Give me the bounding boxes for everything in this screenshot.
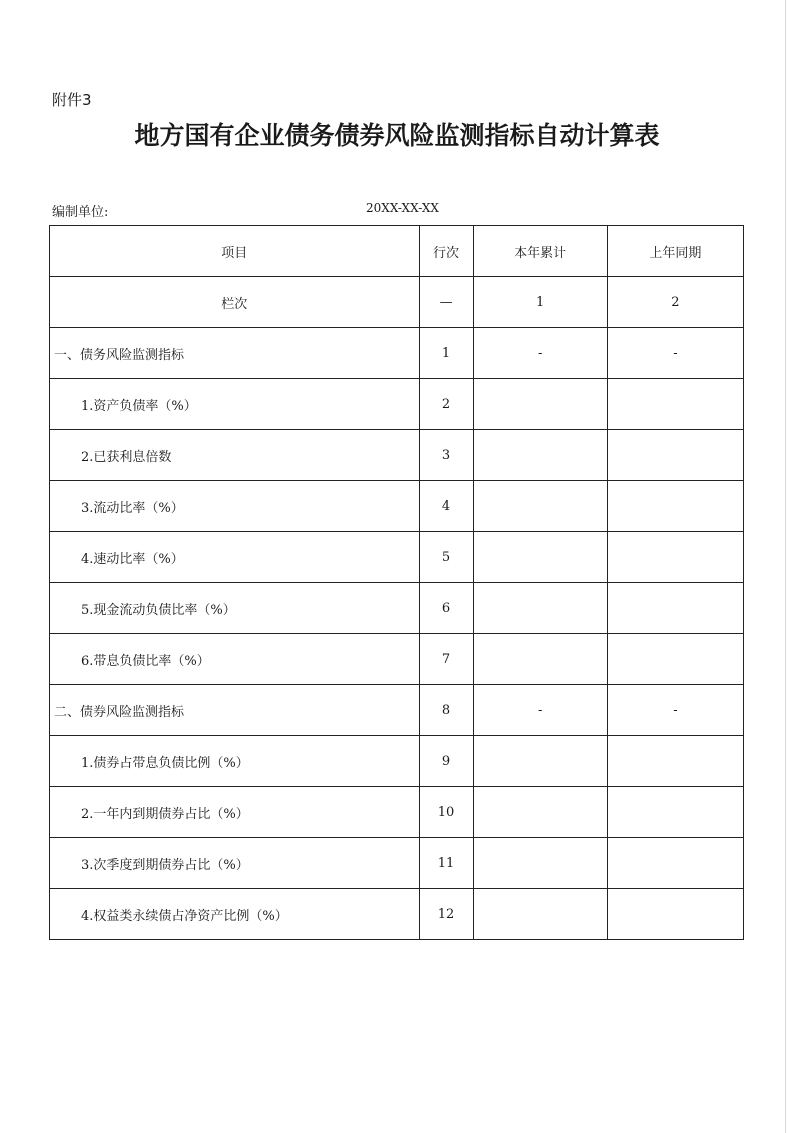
table-row — [50, 838, 744, 889]
row-line-number: 7 — [419, 634, 473, 685]
header-previous-year: 上年同期 — [607, 226, 743, 277]
header-line-no: 行次 — [419, 226, 473, 277]
table-row — [50, 634, 744, 685]
table-row — [50, 685, 744, 736]
scan-edge-line — [785, 0, 786, 1133]
row-item-label: 4.速动比率（%） — [50, 532, 420, 583]
row-line-number: 11 — [419, 838, 473, 889]
table-row — [50, 787, 744, 838]
row-current-value[interactable] — [473, 787, 607, 838]
row-line-number: 1 — [419, 328, 473, 379]
table-row — [50, 532, 744, 583]
column-index-current: 1 — [473, 277, 607, 328]
row-item-label: 6.带息负债比率（%） — [50, 634, 420, 685]
table-row — [50, 379, 744, 430]
header-item: 项目 — [50, 226, 420, 277]
table-row — [50, 583, 744, 634]
indicator-table — [49, 225, 744, 940]
row-current-value[interactable] — [473, 634, 607, 685]
row-item-label: 2.已获利息倍数 — [50, 430, 420, 481]
row-current-value[interactable] — [473, 736, 607, 787]
row-item-label: 二、债券风险监测指标 — [50, 685, 420, 736]
row-previous-value[interactable]: - — [607, 685, 743, 736]
row-current-value[interactable] — [473, 889, 607, 940]
row-line-number: 3 — [419, 430, 473, 481]
row-current-value[interactable] — [473, 481, 607, 532]
row-item-label: 一、债务风险监测指标 — [50, 328, 420, 379]
row-item-label: 1.债券占带息负债比例（%） — [50, 736, 420, 787]
row-item-label: 5.现金流动负债比率（%） — [50, 583, 420, 634]
row-item-label: 3.次季度到期债券占比（%） — [50, 838, 420, 889]
row-previous-value[interactable] — [607, 889, 743, 940]
row-line-number: 4 — [419, 481, 473, 532]
row-previous-value[interactable]: - — [607, 328, 743, 379]
table-row — [50, 481, 744, 532]
table-row — [50, 736, 744, 787]
row-current-value[interactable] — [473, 430, 607, 481]
table-row — [50, 430, 744, 481]
row-item-label: 3.流动比率（%） — [50, 481, 420, 532]
row-current-value[interactable] — [473, 379, 607, 430]
row-item-label: 4.权益类永续债占净资产比例（%） — [50, 889, 420, 940]
document-title: 地方国有企业债务债券风险监测指标自动计算表 — [134, 121, 660, 150]
row-current-value[interactable]: - — [473, 685, 607, 736]
row-line-number: 2 — [419, 379, 473, 430]
row-previous-value[interactable] — [607, 532, 743, 583]
column-index-row — [50, 277, 744, 328]
table-row — [50, 328, 744, 379]
row-previous-value[interactable] — [607, 379, 743, 430]
table-header-row — [50, 226, 744, 277]
row-line-number: 9 — [419, 736, 473, 787]
row-current-value[interactable] — [473, 583, 607, 634]
header-current-year: 本年累计 — [473, 226, 607, 277]
row-line-number: 8 — [419, 685, 473, 736]
column-index-item: 栏次 — [50, 277, 420, 328]
attachment-label: 附件3 — [52, 91, 92, 109]
preparing-unit-label: 编制单位: — [52, 205, 109, 220]
row-previous-value[interactable] — [607, 430, 743, 481]
row-current-value[interactable]: - — [473, 328, 607, 379]
row-line-number: 6 — [419, 583, 473, 634]
row-previous-value[interactable] — [607, 787, 743, 838]
row-item-label: 2.一年内到期债券占比（%） — [50, 787, 420, 838]
row-previous-value[interactable] — [607, 583, 743, 634]
row-item-label: 1.资产负债率（%） — [50, 379, 420, 430]
column-index-previous: 2 — [607, 277, 743, 328]
row-line-number: 10 — [419, 787, 473, 838]
row-line-number: 5 — [419, 532, 473, 583]
row-previous-value[interactable] — [607, 481, 743, 532]
row-current-value[interactable] — [473, 838, 607, 889]
report-date: 20XX-XX-XX — [366, 201, 439, 215]
table-row — [50, 889, 744, 940]
row-previous-value[interactable] — [607, 634, 743, 685]
row-previous-value[interactable] — [607, 838, 743, 889]
row-current-value[interactable] — [473, 532, 607, 583]
row-previous-value[interactable] — [607, 736, 743, 787]
row-line-number: 12 — [419, 889, 473, 940]
column-index-line: — — [419, 277, 473, 328]
